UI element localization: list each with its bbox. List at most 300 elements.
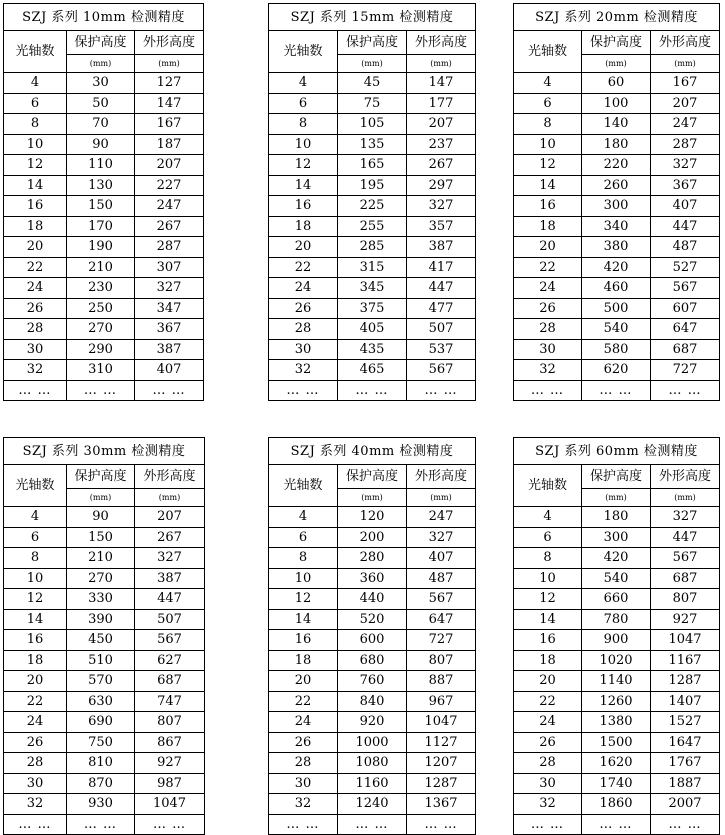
outer-height-cell: 407 <box>407 548 476 569</box>
protect-height-cell: 810 <box>67 753 135 774</box>
outer-height-cell: 987 <box>135 773 205 794</box>
protect-height-cell: 210 <box>67 257 135 278</box>
table-row <box>4 773 205 794</box>
axes-count-cell: 26 <box>4 732 67 753</box>
protect-height-cell: 180 <box>582 507 651 528</box>
axes-count-cell: 12 <box>514 155 582 176</box>
axes-count-cell: 28 <box>4 319 67 340</box>
axes-count-cell: 32 <box>4 794 67 815</box>
axes-count-cell: 20 <box>4 671 67 692</box>
axes-count-cell: 12 <box>269 589 338 610</box>
axes-count-cell: 24 <box>514 712 582 733</box>
table-row <box>269 630 476 651</box>
axes-count-cell: 30 <box>514 773 582 794</box>
ellipsis-cell: … … <box>135 814 205 835</box>
outer-height-cell: 1047 <box>135 794 205 815</box>
outer-height-cell: 387 <box>407 237 476 258</box>
outer-height-cell: 327 <box>407 527 476 548</box>
outer-height-cell: 1287 <box>651 671 720 692</box>
table-row-ellipsis <box>514 380 720 401</box>
protect-height-cell: 1380 <box>582 712 651 733</box>
table-title: SZJ 系列 15mm 检测精度 <box>269 4 476 31</box>
axes-count-cell: 6 <box>269 527 338 548</box>
column-header-outer-height: 外形高度 <box>407 31 476 55</box>
table-row <box>269 134 476 155</box>
axes-count-cell: 22 <box>514 257 582 278</box>
table-title: SZJ 系列 10mm 检测精度 <box>4 4 204 31</box>
axes-count-cell: 14 <box>514 609 582 630</box>
axes-count-cell: 6 <box>514 527 582 548</box>
axes-count-cell: 18 <box>514 650 582 671</box>
table-row <box>514 650 720 671</box>
table-row <box>514 527 720 548</box>
column-header-axes: 光轴数 <box>269 31 338 73</box>
outer-height-cell: 327 <box>651 507 720 528</box>
axes-count-cell: 14 <box>269 175 338 196</box>
axes-count-cell: 30 <box>4 773 67 794</box>
outer-height-cell: 1287 <box>407 773 476 794</box>
protect-height-cell: 520 <box>338 609 407 630</box>
table-row <box>4 609 205 630</box>
table-row <box>514 155 720 176</box>
outer-height-cell: 807 <box>407 650 476 671</box>
protect-height-cell: 460 <box>582 278 651 299</box>
axes-count-cell: 32 <box>514 360 582 381</box>
outer-height-cell: 647 <box>407 609 476 630</box>
table-row <box>4 339 204 360</box>
protect-height-cell: 1140 <box>582 671 651 692</box>
table-row <box>269 527 476 548</box>
outer-height-cell: 527 <box>651 257 720 278</box>
axes-count-cell: 20 <box>269 671 338 692</box>
axes-count-cell: 14 <box>514 175 582 196</box>
protect-height-cell: 330 <box>67 589 135 610</box>
outer-height-cell: 807 <box>651 589 720 610</box>
axes-count-cell: 16 <box>514 196 582 217</box>
table-row <box>514 114 720 135</box>
axes-count-cell: 26 <box>269 732 338 753</box>
outer-height-cell: 267 <box>135 216 204 237</box>
axes-count-cell: 32 <box>269 360 338 381</box>
outer-height-cell: 567 <box>651 278 720 299</box>
table-row <box>514 134 720 155</box>
outer-height-cell: 747 <box>135 691 205 712</box>
column-unit: (mm) <box>407 489 476 507</box>
ellipsis-cell: … … <box>269 814 338 835</box>
axes-count-cell: 16 <box>4 196 67 217</box>
table-row <box>514 237 720 258</box>
column-unit: (mm) <box>582 489 651 507</box>
protect-height-cell: 225 <box>338 196 407 217</box>
outer-height-cell: 567 <box>135 630 205 651</box>
table-row <box>269 732 476 753</box>
outer-height-cell: 627 <box>135 650 205 671</box>
outer-height-cell: 447 <box>651 527 720 548</box>
table-row <box>514 568 720 589</box>
ellipsis-cell: … … <box>407 814 476 835</box>
precision-table <box>268 437 476 835</box>
outer-height-cell: 507 <box>135 609 205 630</box>
axes-count-cell: 12 <box>269 155 338 176</box>
protect-height-cell: 340 <box>582 216 651 237</box>
axes-count-cell: 30 <box>514 339 582 360</box>
outer-height-cell: 2007 <box>651 794 720 815</box>
axes-count-cell: 8 <box>269 548 338 569</box>
table-row <box>514 175 720 196</box>
table-row <box>514 319 720 340</box>
axes-count-cell: 10 <box>514 568 582 589</box>
table-row <box>514 630 720 651</box>
outer-height-cell: 727 <box>651 360 720 381</box>
outer-height-cell: 1407 <box>651 691 720 712</box>
protect-height-cell: 285 <box>338 237 407 258</box>
protect-height-cell: 1500 <box>582 732 651 753</box>
table-row <box>269 298 476 319</box>
protect-height-cell: 580 <box>582 339 651 360</box>
axes-count-cell: 14 <box>269 609 338 630</box>
protect-height-cell: 220 <box>582 155 651 176</box>
table-row <box>4 155 204 176</box>
protect-height-cell: 760 <box>338 671 407 692</box>
table-row <box>514 216 720 237</box>
table-row <box>514 93 720 114</box>
protect-height-cell: 165 <box>338 155 407 176</box>
protect-height-cell: 90 <box>67 134 135 155</box>
outer-height-cell: 147 <box>135 93 204 114</box>
outer-height-cell: 287 <box>135 237 204 258</box>
outer-height-cell: 167 <box>651 73 720 94</box>
table-row <box>4 671 205 692</box>
protect-height-cell: 190 <box>67 237 135 258</box>
axes-count-cell: 22 <box>4 691 67 712</box>
outer-height-cell: 487 <box>651 237 720 258</box>
table-row <box>269 278 476 299</box>
table-row <box>4 507 205 528</box>
table-row <box>4 114 204 135</box>
protect-height-cell: 870 <box>67 773 135 794</box>
protect-height-cell: 630 <box>67 691 135 712</box>
axes-count-cell: 24 <box>269 712 338 733</box>
axes-count-cell: 10 <box>269 134 338 155</box>
protect-height-cell: 150 <box>67 527 135 548</box>
axes-count-cell: 32 <box>514 794 582 815</box>
table-row <box>269 175 476 196</box>
protect-height-cell: 660 <box>582 589 651 610</box>
axes-count-cell: 8 <box>269 114 338 135</box>
column-header-outer-height: 外形高度 <box>135 31 204 55</box>
protect-height-cell: 405 <box>338 319 407 340</box>
column-header-axes: 光轴数 <box>4 465 67 507</box>
protect-height-cell: 510 <box>67 650 135 671</box>
protect-height-cell: 315 <box>338 257 407 278</box>
axes-count-cell: 8 <box>4 548 67 569</box>
axes-count-cell: 22 <box>514 691 582 712</box>
protect-height-cell: 840 <box>338 691 407 712</box>
table-row <box>4 298 204 319</box>
protect-height-cell: 450 <box>67 630 135 651</box>
table-row <box>269 155 476 176</box>
table-row <box>4 527 205 548</box>
table-row <box>514 609 720 630</box>
outer-height-cell: 807 <box>135 712 205 733</box>
axes-count-cell: 18 <box>269 650 338 671</box>
ellipsis-cell: … … <box>67 380 135 401</box>
protect-height-cell: 170 <box>67 216 135 237</box>
protect-height-cell: 345 <box>338 278 407 299</box>
outer-height-cell: 127 <box>135 73 204 94</box>
protect-height-cell: 180 <box>582 134 651 155</box>
outer-height-cell: 537 <box>407 339 476 360</box>
axes-count-cell: 8 <box>4 114 67 135</box>
outer-height-cell: 247 <box>407 507 476 528</box>
outer-height-cell: 207 <box>407 114 476 135</box>
table-row <box>514 507 720 528</box>
table-row <box>514 671 720 692</box>
axes-count-cell: 18 <box>4 650 67 671</box>
protect-height-cell: 105 <box>338 114 407 135</box>
ellipsis-cell: … … <box>514 814 582 835</box>
ellipsis-cell: … … <box>338 380 407 401</box>
column-unit: (mm) <box>67 489 135 507</box>
outer-height-cell: 1207 <box>407 753 476 774</box>
table-row <box>4 93 204 114</box>
outer-height-cell: 347 <box>135 298 204 319</box>
axes-count-cell: 26 <box>269 298 338 319</box>
outer-height-cell: 687 <box>135 671 205 692</box>
column-header-protect-height: 保护高度 <box>582 465 651 489</box>
outer-height-cell: 207 <box>651 93 720 114</box>
axes-count-cell: 4 <box>514 507 582 528</box>
protect-height-cell: 250 <box>67 298 135 319</box>
table-row-ellipsis <box>4 380 204 401</box>
protect-height-cell: 1620 <box>582 753 651 774</box>
protect-height-cell: 195 <box>338 175 407 196</box>
protect-height-cell: 1260 <box>582 691 651 712</box>
precision-table <box>513 437 720 835</box>
protect-height-cell: 540 <box>582 568 651 589</box>
outer-height-cell: 567 <box>651 548 720 569</box>
table-row <box>269 360 476 381</box>
protect-height-cell: 465 <box>338 360 407 381</box>
protect-height-cell: 1080 <box>338 753 407 774</box>
protect-height-cell: 75 <box>338 93 407 114</box>
outer-height-cell: 1047 <box>651 630 720 651</box>
outer-height-cell: 727 <box>407 630 476 651</box>
column-unit: (mm) <box>338 489 407 507</box>
table-row-ellipsis <box>4 814 205 835</box>
table-row <box>269 671 476 692</box>
outer-height-cell: 867 <box>135 732 205 753</box>
table-row <box>269 257 476 278</box>
axes-count-cell: 24 <box>514 278 582 299</box>
table-row <box>4 73 204 94</box>
axes-count-cell: 6 <box>269 93 338 114</box>
axes-count-cell: 28 <box>4 753 67 774</box>
axes-count-cell: 30 <box>269 339 338 360</box>
table-row <box>269 237 476 258</box>
outer-height-cell: 1887 <box>651 773 720 794</box>
protect-height-cell: 380 <box>582 237 651 258</box>
axes-count-cell: 6 <box>514 93 582 114</box>
ellipsis-cell: … … <box>407 380 476 401</box>
table-row <box>269 609 476 630</box>
protect-height-cell: 690 <box>67 712 135 733</box>
axes-count-cell: 4 <box>4 507 67 528</box>
table-row <box>4 319 204 340</box>
protect-height-cell: 60 <box>582 73 651 94</box>
precision-table <box>3 3 204 401</box>
table-row <box>514 732 720 753</box>
table-row <box>4 568 205 589</box>
axes-count-cell: 4 <box>269 507 338 528</box>
column-header-outer-height: 外形高度 <box>135 465 205 489</box>
outer-height-cell: 1047 <box>407 712 476 733</box>
table-row-ellipsis <box>514 814 720 835</box>
axes-count-cell: 10 <box>4 134 67 155</box>
outer-height-cell: 297 <box>407 175 476 196</box>
column-unit: (mm) <box>135 55 204 73</box>
axes-count-cell: 4 <box>4 73 67 94</box>
ellipsis-cell: … … <box>514 380 582 401</box>
ellipsis-cell: … … <box>4 814 67 835</box>
axes-count-cell: 10 <box>514 134 582 155</box>
axes-count-cell: 26 <box>4 298 67 319</box>
axes-count-cell: 6 <box>4 93 67 114</box>
table-row <box>514 794 720 815</box>
protect-height-cell: 1240 <box>338 794 407 815</box>
outer-height-cell: 927 <box>651 609 720 630</box>
outer-height-cell: 447 <box>407 278 476 299</box>
protect-height-cell: 1020 <box>582 650 651 671</box>
outer-height-cell: 687 <box>651 339 720 360</box>
axes-count-cell: 28 <box>514 319 582 340</box>
column-header-protect-height: 保护高度 <box>338 31 407 55</box>
table-title: SZJ 系列 40mm 检测精度 <box>269 438 476 465</box>
protect-height-cell: 135 <box>338 134 407 155</box>
protect-height-cell: 440 <box>338 589 407 610</box>
table-row <box>514 298 720 319</box>
protect-height-cell: 100 <box>582 93 651 114</box>
protect-height-cell: 390 <box>67 609 135 630</box>
outer-height-cell: 327 <box>651 155 720 176</box>
table-row <box>269 753 476 774</box>
column-unit: (mm) <box>582 55 651 73</box>
axes-count-cell: 22 <box>269 691 338 712</box>
axes-count-cell: 16 <box>269 630 338 651</box>
axes-count-cell: 4 <box>269 73 338 94</box>
axes-count-cell: 14 <box>4 175 67 196</box>
outer-height-cell: 567 <box>407 360 476 381</box>
protect-height-cell: 140 <box>582 114 651 135</box>
table-row <box>514 589 720 610</box>
outer-height-cell: 327 <box>135 278 204 299</box>
protect-height-cell: 600 <box>338 630 407 651</box>
protect-height-cell: 420 <box>582 257 651 278</box>
axes-count-cell: 4 <box>514 73 582 94</box>
protect-height-cell: 255 <box>338 216 407 237</box>
ellipsis-cell: … … <box>135 380 204 401</box>
protect-height-cell: 900 <box>582 630 651 651</box>
table-row <box>4 237 204 258</box>
table-row <box>514 773 720 794</box>
table-row <box>514 548 720 569</box>
outer-height-cell: 967 <box>407 691 476 712</box>
table-row <box>514 753 720 774</box>
table-row <box>4 196 204 217</box>
table-row <box>269 196 476 217</box>
outer-height-cell: 367 <box>651 175 720 196</box>
axes-count-cell: 16 <box>4 630 67 651</box>
outer-height-cell: 1167 <box>651 650 720 671</box>
table-row <box>4 257 204 278</box>
table-row <box>269 794 476 815</box>
ellipsis-cell: … … <box>4 380 67 401</box>
axes-count-cell: 10 <box>4 568 67 589</box>
axes-count-cell: 22 <box>4 257 67 278</box>
axes-count-cell: 28 <box>269 753 338 774</box>
column-unit: (mm) <box>407 55 476 73</box>
outer-height-cell: 647 <box>651 319 720 340</box>
table-row <box>4 650 205 671</box>
ellipsis-cell: … … <box>651 380 720 401</box>
axes-count-cell: 12 <box>4 155 67 176</box>
column-header-outer-height: 外形高度 <box>651 465 720 489</box>
table-row <box>514 278 720 299</box>
ellipsis-cell: … … <box>582 380 651 401</box>
table-row <box>4 548 205 569</box>
outer-height-cell: 887 <box>407 671 476 692</box>
table-row <box>4 589 205 610</box>
table-row <box>4 216 204 237</box>
outer-height-cell: 307 <box>135 257 204 278</box>
axes-count-cell: 20 <box>514 237 582 258</box>
protect-height-cell: 1160 <box>338 773 407 794</box>
axes-count-cell: 14 <box>4 609 67 630</box>
axes-count-cell: 10 <box>269 568 338 589</box>
column-header-axes: 光轴数 <box>4 31 67 73</box>
protect-height-cell: 750 <box>67 732 135 753</box>
table-row <box>514 257 720 278</box>
outer-height-cell: 477 <box>407 298 476 319</box>
outer-height-cell: 267 <box>407 155 476 176</box>
protect-height-cell: 920 <box>338 712 407 733</box>
table-row <box>514 360 720 381</box>
axes-count-cell: 12 <box>514 589 582 610</box>
protect-height-cell: 120 <box>338 507 407 528</box>
protect-height-cell: 420 <box>582 548 651 569</box>
table-title: SZJ 系列 60mm 检测精度 <box>514 438 720 465</box>
table-row <box>269 650 476 671</box>
protect-height-cell: 210 <box>67 548 135 569</box>
protect-height-cell: 500 <box>582 298 651 319</box>
axes-count-cell: 24 <box>4 278 67 299</box>
table-row <box>4 753 205 774</box>
protect-height-cell: 620 <box>582 360 651 381</box>
column-header-protect-height: 保护高度 <box>582 31 651 55</box>
outer-height-cell: 167 <box>135 114 204 135</box>
outer-height-cell: 247 <box>135 196 204 217</box>
outer-height-cell: 407 <box>135 360 204 381</box>
outer-height-cell: 1527 <box>651 712 720 733</box>
outer-height-cell: 1367 <box>407 794 476 815</box>
table-row <box>269 589 476 610</box>
outer-height-cell: 187 <box>135 134 204 155</box>
outer-height-cell: 567 <box>407 589 476 610</box>
column-unit: (mm) <box>651 489 720 507</box>
axes-count-cell: 28 <box>269 319 338 340</box>
axes-count-cell: 32 <box>4 360 67 381</box>
table-row <box>269 773 476 794</box>
